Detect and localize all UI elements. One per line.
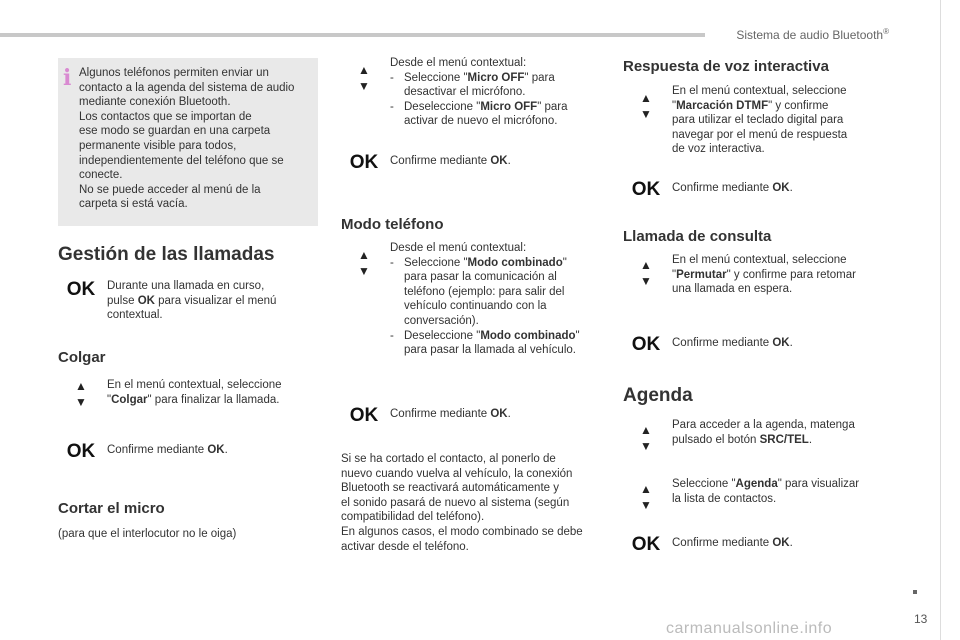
micro-ok-row <box>338 152 590 174</box>
bullet-dot <box>913 590 917 594</box>
respuesta-select-row <box>620 84 877 157</box>
ok-button-icon: OK <box>631 534 661 555</box>
respuesta-ok-row <box>620 179 872 201</box>
ok-button-icon: OK <box>631 179 661 200</box>
agenda-select-row <box>620 477 877 513</box>
ok-button-icon: OK <box>349 405 379 426</box>
ok-button-icon: OK <box>349 152 379 173</box>
page-header-title: Sistema de audio Bluetooth® <box>736 27 889 42</box>
up-down-arrows-icon: ▲ ▼ <box>640 91 652 121</box>
micro-select-row <box>338 56 590 129</box>
gestion-ok-row <box>55 279 307 323</box>
modo-select-row <box>338 241 590 358</box>
info-icon: i <box>63 65 72 91</box>
watermark-text: carmanualsonline.info <box>666 620 833 637</box>
micro-subtitle: (para que el interlocutor no le oiga) <box>58 528 237 540</box>
up-down-arrows-icon: ▲ ▼ <box>358 248 370 278</box>
agenda-ok-row <box>620 534 872 556</box>
agenda-access-text: Para acceder a la agenda, matenga pulsado el botón SRC/TEL. <box>672 419 855 446</box>
info-box <box>58 58 318 226</box>
up-down-arrows-icon: ▲ ▼ <box>640 423 652 453</box>
consulta-text: En el menú contextual, seleccione "Permutar" y confirme para retomar una llamada en espera. <box>672 254 856 296</box>
ok-button-icon: OK <box>66 441 96 462</box>
colgar-ok-row <box>55 441 307 463</box>
up-down-arrows-icon: ▲ ▼ <box>640 482 652 512</box>
page-number: 13 <box>914 612 928 626</box>
micro-text: Desde el menú contextual: - Seleccione "Micro OFF" para desactivar el micrófono. - Deseleccione "Micro OFF" para activar de nuevo el micrófono. <box>390 56 590 129</box>
section-title-gestion: Gestión de las llamadas <box>58 244 275 265</box>
section-title-micro: Cortar el micro <box>58 500 165 517</box>
up-down-arrows-icon: ▲ ▼ <box>75 379 87 409</box>
modo-note: Si se ha cortado el contacto, al ponerlo de nuevo cuando vuelva al vehículo, la conexión Bluetooth se reactivará automáticamente y el sonido pasará de nuevo al sistema (según compatibilidad del teléfono). En algunos casos, el modo combinado se debe activar desde el teléfono. <box>341 453 583 553</box>
right-edge-rule <box>940 0 941 640</box>
info-text: Algunos teléfonos permiten enviar un contacto a la agenda del sistema de audio mediante conexión Bluetooth. Los contactos que se importan de ese modo se guardan en una carpeta permanente visible para todos, independientemente del teléfono que se conecte. No se puede acceder al menú de la carpeta si está vacía. <box>79 67 295 211</box>
modo-text: Desde el menú contextual: - Seleccione "Modo combinado" para pasar la comunicación al teléfono (ejemplo: para salir del vehículo continuando con la conversación). - Deseleccione "Modo combinado" para pasar la llamada al vehículo. <box>390 241 590 358</box>
ok-button-icon: OK <box>66 279 96 300</box>
consulta-ok-row <box>620 334 872 356</box>
ok-button-icon: OK <box>631 334 661 355</box>
top-rule <box>0 33 705 37</box>
respuesta-confirm: Confirme mediante OK. <box>672 182 793 194</box>
agenda-confirm: Confirme mediante OK. <box>672 537 793 549</box>
gestion-text: Durante una llamada en curso, pulse OK para visualizar el menú contextual. <box>107 280 277 322</box>
agenda-access-row <box>620 418 877 454</box>
respuesta-text: En el menú contextual, seleccione "Marcación DTMF" y confirme para utilizar el teclado digital para navegar por el menú de respuesta de voz interactiva. <box>672 85 848 156</box>
section-title-consulta: Llamada de consulta <box>623 228 772 245</box>
colgar-text: En el menú contextual, seleccione "Colgar" para finalizar la llamada. <box>107 379 282 406</box>
section-title-modo: Modo teléfono <box>341 216 444 233</box>
up-down-arrows-icon: ▲ ▼ <box>640 258 652 288</box>
up-down-arrows-icon: ▲ ▼ <box>358 63 370 93</box>
modo-ok-row <box>338 405 590 427</box>
consulta-confirm: Confirme mediante OK. <box>672 337 793 349</box>
colgar-confirm: Confirme mediante OK. <box>107 444 228 456</box>
section-title-colgar: Colgar <box>58 349 106 366</box>
modo-confirm: Confirme mediante OK. <box>390 408 511 420</box>
consulta-select-row <box>620 253 877 297</box>
colgar-select-row <box>55 378 312 410</box>
section-title-respuesta: Respuesta de voz interactiva <box>623 58 829 75</box>
section-title-agenda: Agenda <box>623 385 693 406</box>
agenda-select-text: Seleccione "Agenda" para visualizar la lista de contactos. <box>672 478 860 505</box>
micro-confirm: Confirme mediante OK. <box>390 155 511 167</box>
